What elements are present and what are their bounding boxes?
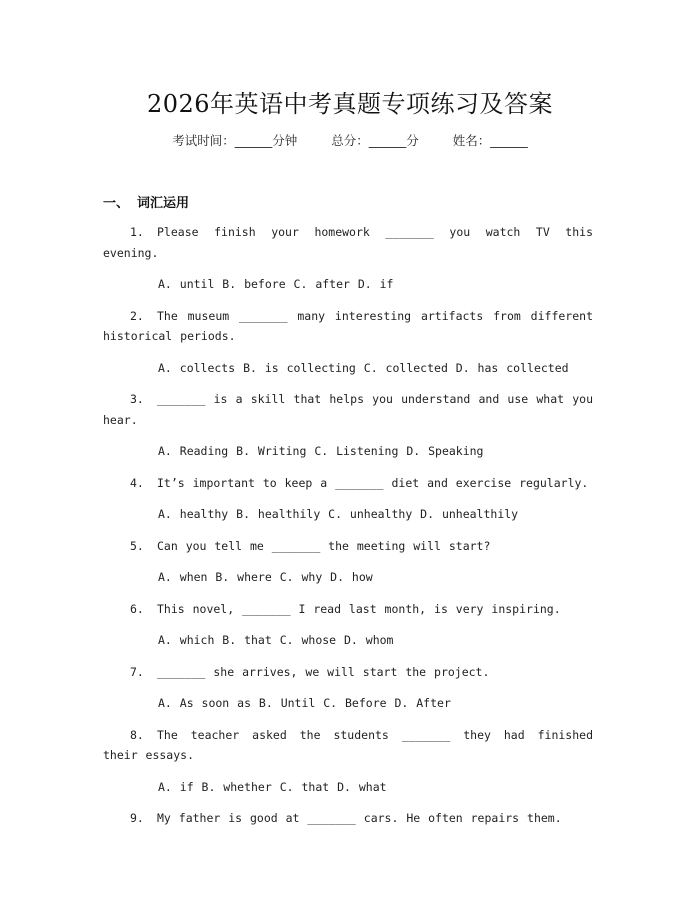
- question-options: A. until B. before C. after D. if: [158, 277, 394, 291]
- question-number: 4.: [130, 475, 144, 490]
- question-number: 9.: [130, 811, 144, 825]
- question-item: [103, 725, 593, 798]
- question-options: A. Reading B. Writing C. Listening D. Speaking: [158, 444, 484, 458]
- question-options: A. if B. whether C. that D. what: [158, 779, 387, 794]
- question-stem: [103, 599, 593, 620]
- exam-time-field: 考试时间：______分钟: [172, 133, 298, 148]
- question-list: [103, 222, 593, 829]
- question-stem: [103, 662, 593, 683]
- question-text: It’s important to keep a _______ diet and exercise regularly.: [157, 475, 589, 490]
- question-text: Please finish your homework _______ you watch TV this evening.: [103, 225, 593, 260]
- question-stem: [103, 536, 593, 557]
- question-options: A. when B. where C. why D. how: [158, 570, 373, 584]
- question-item: [103, 473, 593, 525]
- question-number: 8.: [130, 727, 144, 742]
- question-stem: [103, 222, 593, 263]
- question-options: A. healthy B. healthily C. unhealthy D. unhealthily: [158, 507, 519, 521]
- page-title: 2026年英语中考真题专项练习及答案: [146, 90, 554, 118]
- section-title: 词汇运用: [137, 196, 190, 211]
- question-text: The museum _______ many interesting artifacts from different historical periods.: [103, 308, 593, 343]
- question-options: A. which B. that C. whose D. whom: [158, 633, 394, 647]
- question-stem: [103, 808, 593, 829]
- question-text: The teacher asked the students _______ they had finished their essays.: [103, 727, 593, 762]
- name-field: 姓名：______: [452, 133, 528, 148]
- question-number: 7.: [130, 664, 144, 679]
- question-number: 3.: [130, 392, 144, 406]
- question-item: [103, 662, 593, 714]
- question-number: 1.: [130, 225, 144, 239]
- question-stem: [103, 306, 593, 347]
- question-text: _______ is a skill that helps you understand and use what you hear.: [103, 392, 593, 427]
- question-number: 5.: [130, 538, 144, 553]
- question-text: This novel, _______ I read last month, is very inspiring.: [157, 601, 561, 616]
- question-item: [103, 306, 593, 379]
- exam-info-line: [0, 131, 700, 149]
- question-item: [103, 389, 593, 462]
- section-number: 一、: [103, 196, 130, 211]
- question-stem: [103, 473, 593, 494]
- question-number: 6.: [130, 601, 144, 616]
- question-item: [103, 808, 593, 829]
- question-item: [103, 222, 593, 295]
- total-score-field: 总分：______分: [331, 133, 419, 148]
- question-stem: [103, 389, 593, 430]
- question-text: _______ she arrives, we will start the project.: [157, 664, 490, 679]
- question-text: My father is good at _______ cars. He often repairs them.: [157, 811, 562, 825]
- question-stem: [103, 725, 593, 766]
- section-heading: [103, 192, 189, 211]
- question-number: 2.: [130, 308, 144, 323]
- question-item: [103, 599, 593, 651]
- question-text: Can you tell me _______ the meeting will start?: [157, 538, 491, 553]
- question-options: A. As soon as B. Until C. Before D. After: [158, 696, 451, 710]
- question-item: [103, 536, 593, 588]
- question-options: A. collects B. is collecting C. collected D. has collected: [158, 360, 569, 375]
